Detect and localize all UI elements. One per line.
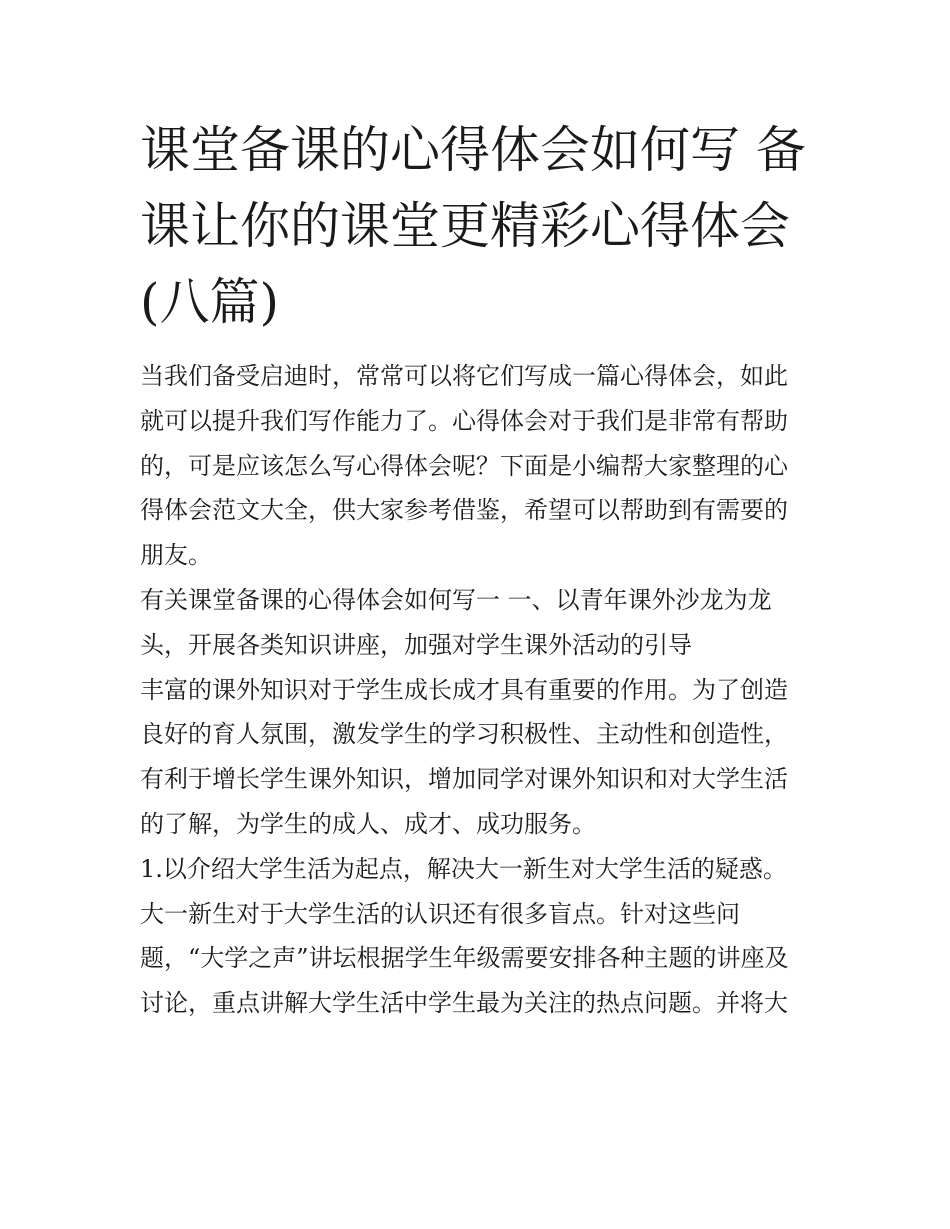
body-line: 良好的育人氛围，激发学生的学习积极性、主动性和创造性，: [140, 720, 788, 749]
body-line: 朋友。: [140, 541, 212, 570]
document-title: [140, 112, 830, 340]
title-line: 课让你的课堂更精彩心得体会: [140, 197, 790, 255]
body-line: 头，开展各类知识讲座，加强对学生课外活动的引导: [140, 630, 692, 659]
body-line: 大一新生对于大学生活的认识还有很多盲点。针对这些问: [140, 899, 740, 928]
body-line: 题，“大学之声”讲坛根据学生年级需要安排各种主题的讲座及: [140, 944, 789, 973]
body-line: 有关课堂备课的心得体会如何写一 一、以青年课外沙龙为龙: [140, 585, 772, 614]
title-line: 课堂备课的心得体会如何写 备: [140, 121, 806, 179]
body-line: 就可以提升我们写作能力了。心得体会对于我们是非常有帮助: [140, 406, 788, 435]
body-line: 的，可是应该怎么写心得体会呢？下面是小编帮大家整理的心: [140, 451, 788, 480]
body-line: 有利于增长学生课外知识，增加同学对课外知识和对大学生活: [140, 765, 788, 794]
body-line: 讨论，重点讲解大学生活中学生最为关注的热点问题。并将大: [140, 989, 788, 1018]
document-body: [140, 354, 830, 1026]
body-line: 1.以介绍大学生活为起点，解决大一新生对大学生活的疑惑。: [140, 854, 787, 883]
body-line: 的了解，为学生的成人、成才、成功服务。: [140, 809, 596, 838]
body-line: 当我们备受启迪时，常常可以将它们写成一篇心得体会，如此: [140, 362, 788, 390]
body-line: 得体会范文大全，供大家参考借鉴，希望可以帮助到有需要的: [140, 496, 788, 525]
body-line: 丰富的课外知识对于学生成长成才具有重要的作用。为了创造: [140, 675, 788, 704]
title-line: (八篇): [140, 273, 280, 331]
